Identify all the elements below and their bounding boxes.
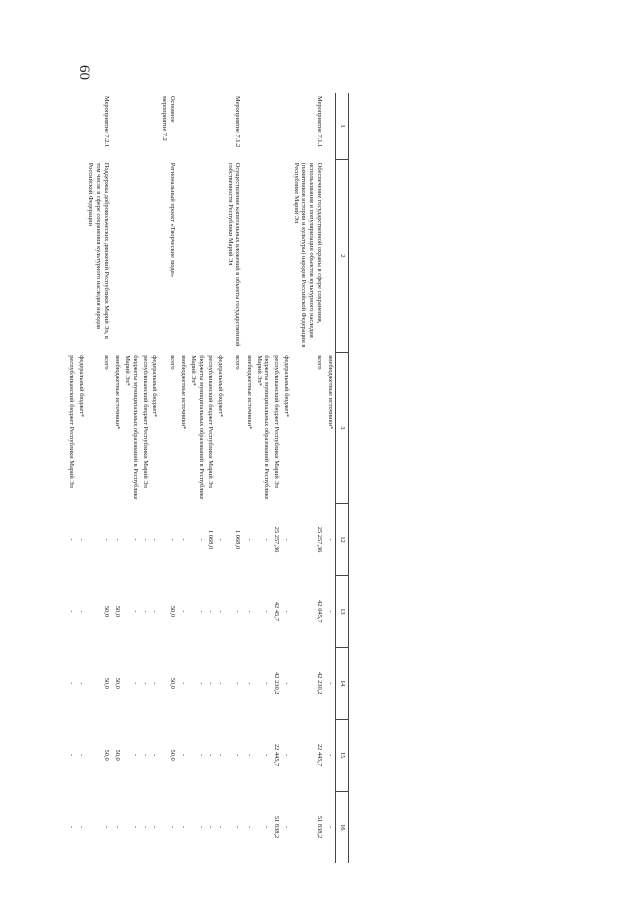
row-code-cell (140, 93, 150, 160)
table-row (215, 93, 225, 863)
table-row (140, 93, 150, 863)
value-cell: - (151, 682, 159, 685)
value-cell: - (246, 538, 254, 541)
funding-source-cell: внебюджетные источники* (246, 355, 254, 430)
funding-source-cell: всего (234, 355, 242, 370)
value-cell: - (246, 754, 254, 757)
row-name-cell: Поддержка добровольческих движений Республики Марий Эл, в том числе в сфере сохранения культурного наследия народов Российской Федерации (87, 162, 110, 339)
row-name-cell (123, 160, 140, 353)
row-name-cell (215, 160, 225, 353)
row-name-cell (66, 160, 76, 353)
value-cell: 50,0 (114, 677, 122, 689)
table-row (291, 93, 326, 863)
value-cell: - (263, 538, 271, 541)
value-cell: - (77, 538, 85, 541)
value-cell: - (68, 682, 76, 685)
funding-source-cell: внебюджетные источники* (327, 355, 335, 430)
value-cell: - (180, 825, 188, 829)
value-cell: - (151, 754, 159, 757)
value-cell: - (282, 538, 290, 541)
value-cell: - (234, 754, 242, 757)
header-cell: 2 (336, 160, 349, 353)
table-header-row (336, 93, 349, 863)
row-code-cell (281, 93, 291, 160)
funding-source-cell: всего (168, 355, 176, 370)
funding-source-cell: республиканский бюджет Республики Марий Эл (68, 355, 76, 488)
value-cell: - (263, 754, 271, 757)
value-cell: - (141, 538, 149, 541)
value-cell: - (197, 754, 205, 757)
funding-source-cell: бюджеты муниципальных образований в Республике Марий Эл* (255, 355, 271, 500)
row-name-cell: Региональный проект «Творческие люди» (168, 162, 176, 278)
value-cell: - (180, 538, 188, 541)
value-cell: - (68, 825, 76, 829)
funding-source-cell: республиканский бюджет Республики Марий Эл (273, 355, 281, 488)
header-cell: 16 (336, 791, 349, 863)
header-cell: 3 (336, 352, 349, 503)
table-row (76, 93, 86, 863)
header-cell: 13 (336, 576, 349, 648)
value-cell: - (180, 754, 188, 757)
value-cell: - (282, 682, 290, 685)
row-code-cell (179, 93, 189, 160)
value-cell: 42 230,2 (315, 672, 323, 695)
value-cell: - (168, 538, 176, 541)
budget-table-container (0, 93, 349, 863)
value-cell: - (141, 610, 149, 613)
funding-source-cell: федеральный бюджет* (151, 355, 159, 418)
row-code-cell: Мероприятие 7.1.2 (234, 96, 242, 148)
value-cell: 22 445,7 (273, 743, 281, 767)
value-cell: 1 068,0 (207, 529, 215, 550)
value-cell: 50,0 (114, 605, 122, 618)
value-cell: 42 045,7 (315, 600, 323, 623)
funding-source-cell: всего (102, 355, 110, 370)
value-cell: - (68, 754, 76, 757)
value-cell: - (282, 825, 290, 829)
header-cell: 12 (336, 504, 349, 576)
value-cell: 50,0 (102, 605, 110, 618)
value-cell: - (102, 538, 110, 541)
value-cell: - (207, 754, 215, 757)
row-name-cell (188, 160, 205, 353)
row-code-cell: Основное мероприятие 7.2 (160, 96, 176, 141)
value-cell: - (234, 682, 242, 685)
value-cell: - (197, 538, 205, 541)
row-name-cell (150, 160, 160, 353)
value-cell: - (77, 610, 85, 613)
table-row (254, 93, 271, 863)
value-cell: - (77, 754, 85, 757)
value-cell: - (246, 825, 254, 829)
table-row (113, 93, 123, 863)
value-cell: - (68, 538, 76, 541)
value-cell: - (197, 610, 205, 613)
row-name-cell: Осуществление капитальных вложений в объекты государственной собственности Республики Марий Эл (226, 162, 242, 347)
value-cell: 25 257,36 (273, 526, 281, 553)
value-cell: - (282, 754, 290, 757)
funding-source-cell: республиканский бюджет Республики Марий Эл (141, 355, 149, 488)
value-cell: - (131, 538, 139, 541)
row-code-cell (326, 93, 336, 160)
value-cell: - (217, 538, 225, 541)
funding-source-cell: бюджеты муниципальных образований в Республике Марий Эл* (190, 355, 205, 500)
row-code-cell (113, 93, 123, 160)
value-cell: 50,0 (168, 677, 176, 689)
value-cell: 50,0 (168, 605, 176, 618)
row-name-cell (326, 160, 336, 353)
budget-table (66, 93, 349, 863)
value-cell: - (263, 825, 271, 829)
row-code-cell (66, 93, 76, 160)
value-cell: - (151, 825, 159, 829)
value-cell: - (168, 825, 176, 829)
value-cell: - (131, 682, 139, 685)
value-cell: - (197, 682, 205, 685)
row-name-cell (272, 160, 282, 353)
value-cell: 50,0 (168, 749, 176, 761)
value-cell: - (327, 682, 335, 685)
value-cell: - (102, 825, 110, 829)
row-code-cell (215, 93, 225, 160)
value-cell: 25 257,36 (315, 526, 323, 553)
row-code-cell (272, 93, 282, 160)
table-row (272, 93, 282, 863)
table-row (188, 93, 205, 863)
row-name-cell (113, 160, 123, 353)
funding-source-cell: внебюджетные источники* (114, 355, 122, 430)
value-cell: - (131, 825, 139, 829)
value-cell: 51 838,2 (315, 815, 323, 839)
row-name-cell (244, 160, 254, 353)
header-cell: 14 (336, 647, 349, 719)
value-cell: - (263, 610, 271, 613)
value-cell: - (197, 825, 205, 829)
row-code-cell (188, 93, 205, 160)
funding-source-cell: внебюджетные источники* (180, 355, 188, 430)
value-cell: - (207, 825, 215, 829)
value-cell: 50,0 (102, 749, 110, 761)
table-row (86, 93, 113, 863)
row-name-cell (281, 160, 291, 353)
value-cell: - (151, 538, 159, 541)
table-row (281, 93, 291, 863)
row-name-cell (254, 160, 271, 353)
page-number: 60 (76, 65, 92, 80)
value-cell: - (141, 682, 149, 685)
row-code-cell: Мероприятие 7.2.1 (102, 96, 110, 148)
row-code-cell (123, 93, 140, 160)
value-cell: 50,0 (102, 677, 110, 689)
row-name-cell (206, 160, 216, 353)
value-cell: - (217, 754, 225, 757)
value-cell: - (151, 610, 159, 613)
value-cell: - (327, 538, 335, 541)
table-row (159, 93, 178, 863)
funding-source-cell: республиканский бюджет Республики Марий Эл (207, 355, 215, 488)
table-row (66, 93, 76, 863)
table-row (150, 93, 160, 863)
value-cell: - (131, 610, 139, 613)
header-cell: 15 (336, 719, 349, 791)
row-code-cell (76, 93, 86, 160)
funding-source-cell: федеральный бюджет* (77, 355, 85, 418)
row-code-cell (244, 93, 254, 160)
row-code-cell (206, 93, 216, 160)
value-cell: - (77, 682, 85, 685)
value-cell: - (207, 682, 215, 685)
value-cell: - (141, 754, 149, 757)
table-row (326, 93, 336, 863)
row-name-cell (76, 160, 86, 353)
row-name-cell (179, 160, 189, 353)
value-cell: - (246, 682, 254, 685)
value-cell: - (234, 610, 242, 613)
value-cell: - (246, 610, 254, 613)
funding-source-cell: всего (315, 355, 323, 370)
value-cell: - (234, 825, 242, 829)
value-cell: - (114, 538, 122, 541)
value-cell: 42 230,2 (273, 672, 281, 695)
value-cell: - (114, 825, 122, 829)
value-cell: - (282, 610, 290, 613)
funding-source-cell: федеральный бюджет* (282, 355, 290, 418)
header-cell: 1 (336, 93, 349, 160)
table-row (225, 93, 244, 863)
table-row (244, 93, 254, 863)
value-cell: - (180, 682, 188, 685)
value-cell: - (327, 825, 335, 829)
row-name-cell (140, 160, 150, 353)
value-cell: - (217, 825, 225, 829)
table-row (206, 93, 216, 863)
value-cell: - (180, 610, 188, 613)
value-cell: - (327, 754, 335, 757)
table-row (179, 93, 189, 863)
value-cell: 1 068,0 (234, 529, 242, 550)
table-row (123, 93, 140, 863)
row-name-cell: Обеспечение государственной охраны в сфере сохранения, использования и популяризации объектов культурного наследия (памятников истории и культуры) народов Российской Федерации в Республике Марий Эл (292, 162, 323, 348)
value-cell: 42 45,7 (273, 601, 281, 622)
value-cell: 50,0 (114, 749, 122, 761)
value-cell: - (141, 825, 149, 829)
row-code-cell: Мероприятие 7.1.1 (315, 96, 323, 148)
row-code-cell (254, 93, 271, 160)
value-cell: - (217, 682, 225, 685)
value-cell: - (207, 610, 215, 613)
value-cell: - (77, 825, 85, 829)
value-cell: - (327, 610, 335, 613)
funding-source-cell: федеральный бюджет* (217, 355, 225, 418)
row-code-cell (150, 93, 160, 160)
value-cell: - (263, 682, 271, 685)
funding-source-cell: бюджеты муниципальных образований в Республике Марий Эл* (124, 355, 139, 500)
value-cell: 51 838,2 (273, 815, 281, 839)
value-cell: - (131, 754, 139, 757)
value-cell: 22 445,7 (315, 743, 323, 767)
value-cell: - (68, 610, 76, 613)
value-cell: - (217, 610, 225, 613)
